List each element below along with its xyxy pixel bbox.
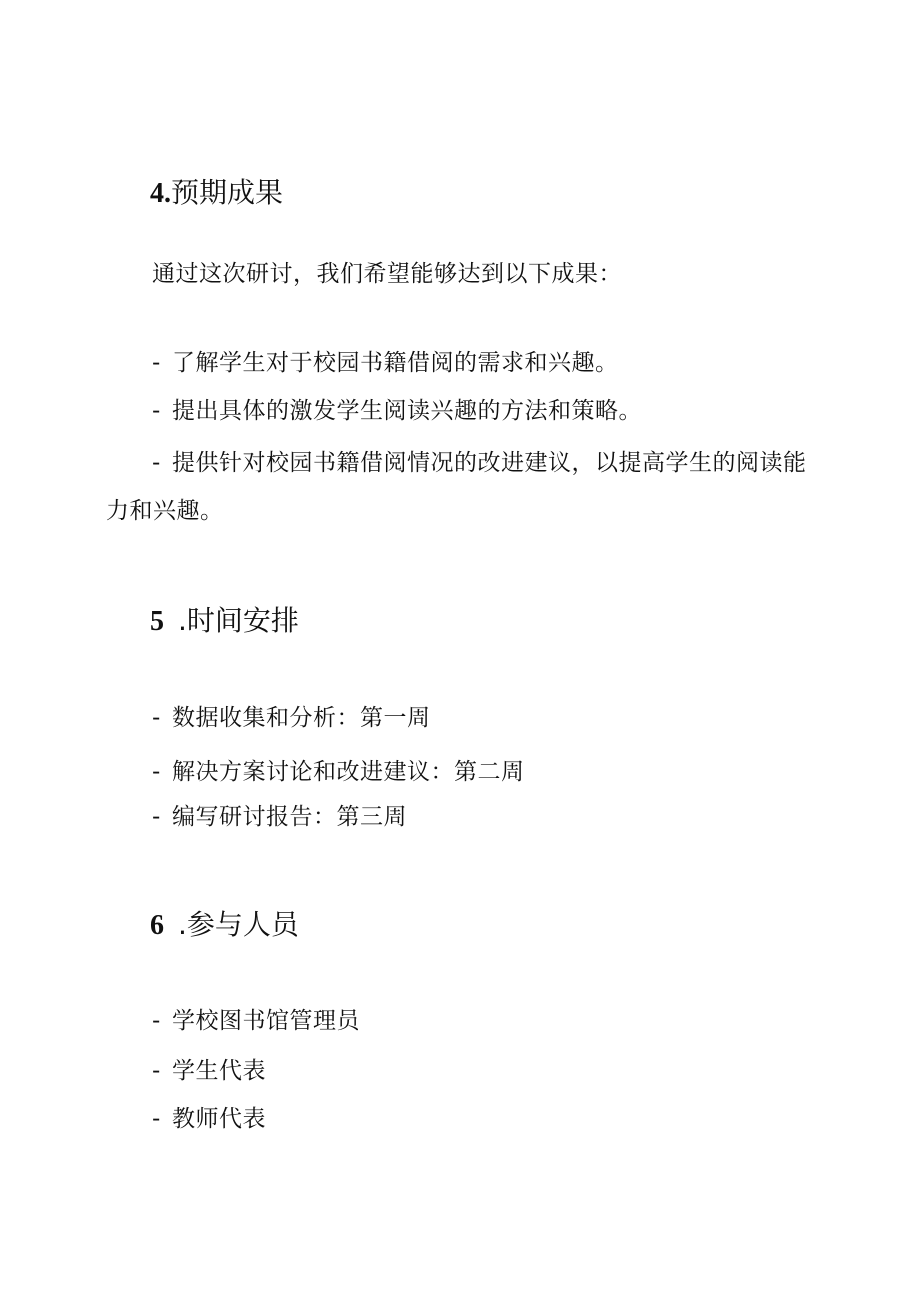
section-number: 5 [150,606,164,637]
list-item-text: 学生代表 [172,1058,266,1084]
list-item [152,1056,266,1086]
list-item-text: 提供针对校园书籍借阅情况的改进建议，以提高学生的阅读能 [172,450,807,476]
section-title: 预期成果 [171,176,284,209]
bullet-dash: - [152,1106,161,1132]
bullet-dash: - [152,804,161,830]
list-item-text: 数据收集和分析：第一周 [172,705,431,731]
list-item-continuation [106,496,224,526]
section-number: 4. [150,178,171,209]
list-item [152,1104,266,1134]
list-item-text: 提出具体的激发学生阅读兴趣的方法和策略。 [172,398,642,424]
list-item-text: 解决方案讨论和改进建议：第二周 [172,759,525,785]
bullet-dash: - [152,450,161,476]
list-item [152,703,431,733]
section-4-intro [152,259,622,289]
intro-text: 通过这次研讨，我们希望能够达到以下成果： [152,261,622,287]
section-6-heading [150,908,299,943]
list-item-text: 力和兴趣。 [106,498,224,524]
list-item-text: 学校图书馆管理员 [172,1008,360,1034]
list-item [152,448,807,478]
section-title: .参与人员 [178,908,299,941]
bullet-dash: - [152,1008,161,1034]
list-item-text: 了解学生对于校园书籍借阅的需求和兴趣。 [172,350,619,376]
section-5-heading [150,604,299,639]
bullet-dash: - [152,705,161,731]
section-title: .时间安排 [178,604,299,637]
list-item [152,802,407,832]
list-item [152,396,642,426]
list-item-text: 教师代表 [172,1106,266,1132]
bullet-dash: - [152,759,161,785]
section-4-heading [150,176,283,211]
bullet-dash: - [152,350,161,376]
list-item-text: 编写研讨报告：第三周 [172,804,407,830]
list-item [152,757,525,787]
list-item [152,348,619,378]
section-number: 6 [150,910,164,941]
list-item [152,1006,360,1036]
bullet-dash: - [152,398,161,424]
bullet-dash: - [152,1058,161,1084]
